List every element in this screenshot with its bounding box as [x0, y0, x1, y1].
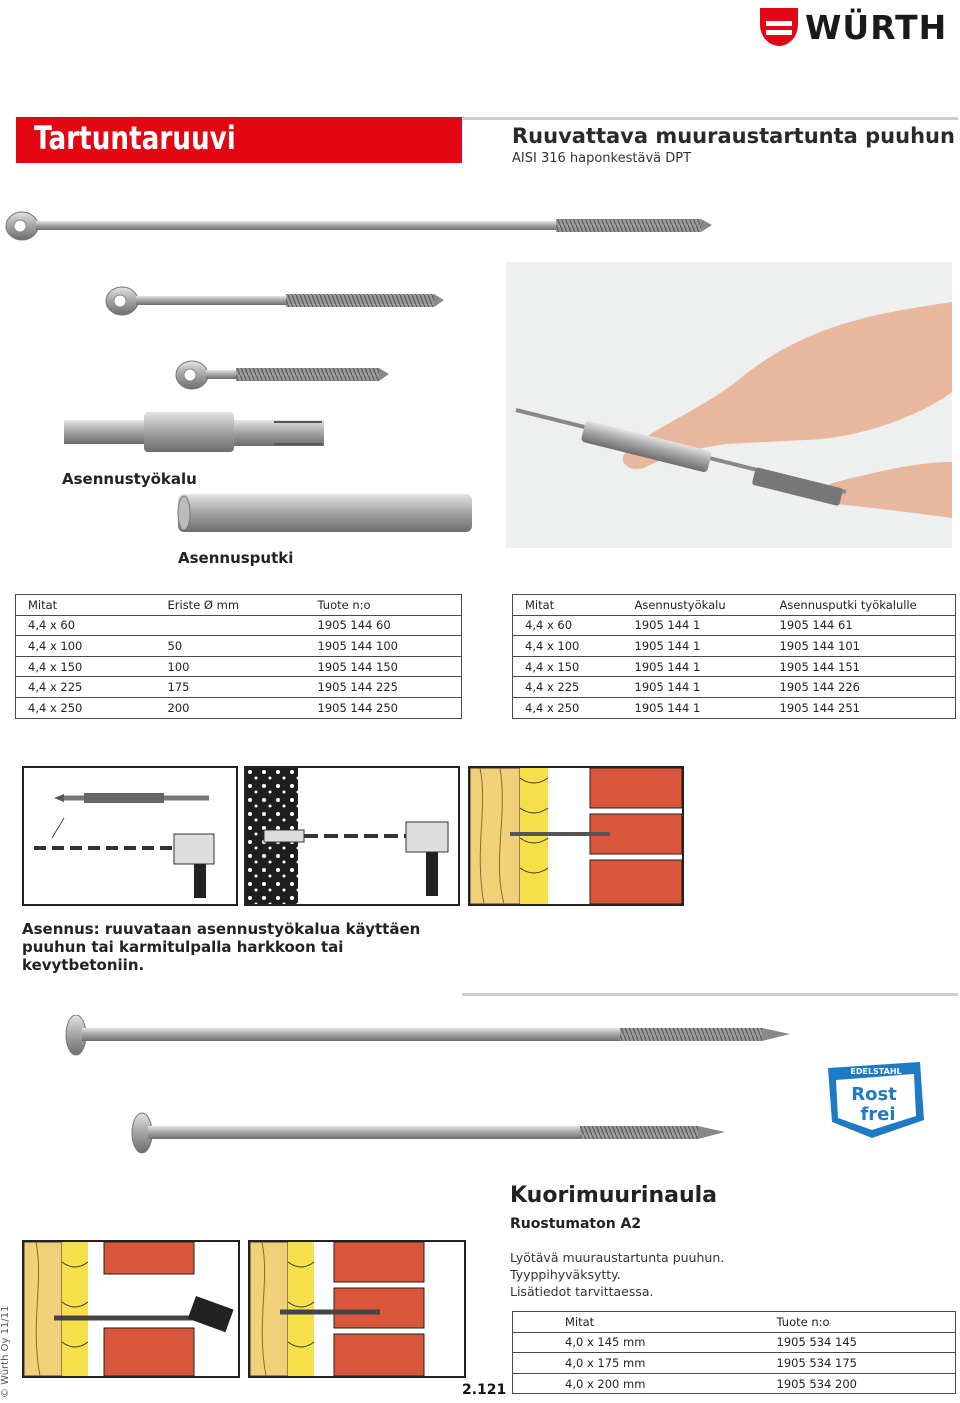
- table-header-row: [16, 595, 462, 616]
- table-cell: 4,0 x 175 mm: [513, 1353, 765, 1374]
- table-cell: 4,4 x 225: [513, 677, 623, 698]
- install-diagram-step-3: [468, 766, 684, 906]
- table-cell: 1905 144 251: [768, 697, 956, 718]
- table-header-row: [513, 1312, 956, 1333]
- table-row: [513, 697, 956, 718]
- badge-line-1: EDELSTAHL: [850, 1067, 902, 1076]
- table-cell: 4,4 x 100: [513, 636, 623, 657]
- screw-spec-table: [15, 594, 462, 719]
- table-cell: 1905 534 200: [765, 1373, 956, 1394]
- table-cell: 4,4 x 150: [16, 656, 156, 677]
- install-instructions: Asennus: ruuvataan asennustyökalua käyttäen puuhun tai karmitulpalla harkkoon tai kevytbetoniin.: [22, 920, 421, 974]
- screw-short: [176, 361, 389, 389]
- title-bar: [16, 117, 462, 163]
- nail-description: [510, 1249, 724, 1300]
- screw-medium: [106, 287, 444, 315]
- table-header-cell: Asennustyökalu: [623, 595, 768, 616]
- nail-long: [66, 1015, 790, 1055]
- table-cell: 1905 144 225: [306, 677, 462, 698]
- table-cell: 1905 144 1: [623, 615, 768, 636]
- table-cell: 1905 144 60: [306, 615, 462, 636]
- table-row: [513, 656, 956, 677]
- table-header-cell: Eriste Ø mm: [156, 595, 306, 616]
- stainless-badge-icon: [822, 1060, 926, 1140]
- screw-long: [6, 212, 712, 240]
- table-cell: 4,4 x 225: [16, 677, 156, 698]
- tool-spec-table: [512, 594, 956, 719]
- installation-sleeve-image: [176, 490, 476, 536]
- table-cell: 1905 144 61: [768, 615, 956, 636]
- installation-tool-image: [60, 408, 330, 458]
- table-header-row: [513, 595, 956, 616]
- table-cell: 50: [156, 636, 306, 657]
- page-subtitle: Ruuvattava muuraustartunta puuhun: [512, 124, 955, 148]
- tool-label: Asennustyökalu: [62, 470, 197, 488]
- badge-line-2: Rost: [851, 1084, 897, 1105]
- table-cell: 1905 144 226: [768, 677, 956, 698]
- table-header-cell: Tuote n:o: [765, 1312, 956, 1333]
- install-diagram-step-2: [244, 766, 460, 906]
- table-cell: 200: [156, 697, 306, 718]
- table-cell: 1905 144 101: [768, 636, 956, 657]
- table-cell: 4,4 x 250: [16, 697, 156, 718]
- table-row: [16, 677, 462, 698]
- table-header-cell: Mitat: [513, 595, 623, 616]
- table-cell: 4,4 x 250: [513, 697, 623, 718]
- table-cell: 1905 144 1: [623, 697, 768, 718]
- table-cell: 1905 534 175: [765, 1353, 956, 1374]
- table-cell: 175: [156, 677, 306, 698]
- table-cell: [156, 615, 306, 636]
- table-row: [513, 1373, 956, 1394]
- nail-desc-line: Lisätiedot tarvittaessa.: [510, 1284, 654, 1299]
- table-row: [513, 1353, 956, 1374]
- nail-desc-line: Lyötävä muuraustartunta puuhun.: [510, 1250, 725, 1265]
- table-cell: 1905 534 145: [765, 1332, 956, 1353]
- table-cell: 4,4 x 60: [513, 615, 623, 636]
- table-header-cell: Mitat: [16, 595, 156, 616]
- nail-subtitle: Ruostumaton A2: [510, 1216, 642, 1232]
- nail-spec-table: [512, 1311, 956, 1394]
- table-cell: 4,4 x 150: [513, 656, 623, 677]
- table-cell: 4,4 x 60: [16, 615, 156, 636]
- table-cell: 4,0 x 200 mm: [513, 1373, 765, 1394]
- table-row: [16, 615, 462, 636]
- table-row: [16, 656, 462, 677]
- table-cell: 1905 144 1: [623, 656, 768, 677]
- title-rule: [462, 117, 958, 120]
- table-cell: 1905 144 150: [306, 656, 462, 677]
- table-cell: 1905 144 100: [306, 636, 462, 657]
- badge-line-3: frei: [860, 1104, 896, 1125]
- brand-name: WÜRTH: [805, 8, 948, 47]
- table-cell: 4,0 x 145 mm: [513, 1332, 765, 1353]
- nail-title: Kuorimuurinaula: [510, 1183, 718, 1208]
- hands-using-tool-photo: [506, 262, 952, 548]
- install-diagram-step-1: [22, 766, 238, 906]
- table-row: [513, 677, 956, 698]
- table-cell: 4,4 x 100: [16, 636, 156, 657]
- section-divider: [462, 993, 958, 996]
- table-row: [16, 697, 462, 718]
- table-cell: 100: [156, 656, 306, 677]
- table-header-cell: Tuote n:o: [306, 595, 462, 616]
- copyright-notice: © Würth Oy 11/11: [0, 1305, 11, 1398]
- table-row: [16, 636, 462, 657]
- table-row: [513, 1332, 956, 1353]
- nail-products-image: [60, 1015, 800, 1155]
- wurth-logo: [758, 6, 958, 48]
- page-number: 2.121: [462, 1382, 507, 1398]
- nail-short: [132, 1113, 725, 1153]
- wurth-logo-icon: [758, 6, 800, 48]
- nail-diagram-step-1: [22, 1240, 240, 1378]
- sleeve-label: Asennusputki: [178, 549, 294, 567]
- table-cell: 1905 144 151: [768, 656, 956, 677]
- table-row: [513, 615, 956, 636]
- table-cell: 1905 144 250: [306, 697, 462, 718]
- nail-diagram-step-2: [248, 1240, 466, 1378]
- page-title: Tartuntaruuvi: [34, 119, 236, 157]
- table-cell: 1905 144 1: [623, 636, 768, 657]
- table-cell: 1905 144 1: [623, 677, 768, 698]
- table-header-cell: Mitat: [513, 1312, 765, 1333]
- nail-desc-line: Tyyppihyväksytty.: [510, 1267, 621, 1282]
- table-header-cell: Asennusputki työkalulle: [768, 595, 956, 616]
- material-spec: AISI 316 haponkestävä DPT: [512, 151, 692, 166]
- table-row: [513, 636, 956, 657]
